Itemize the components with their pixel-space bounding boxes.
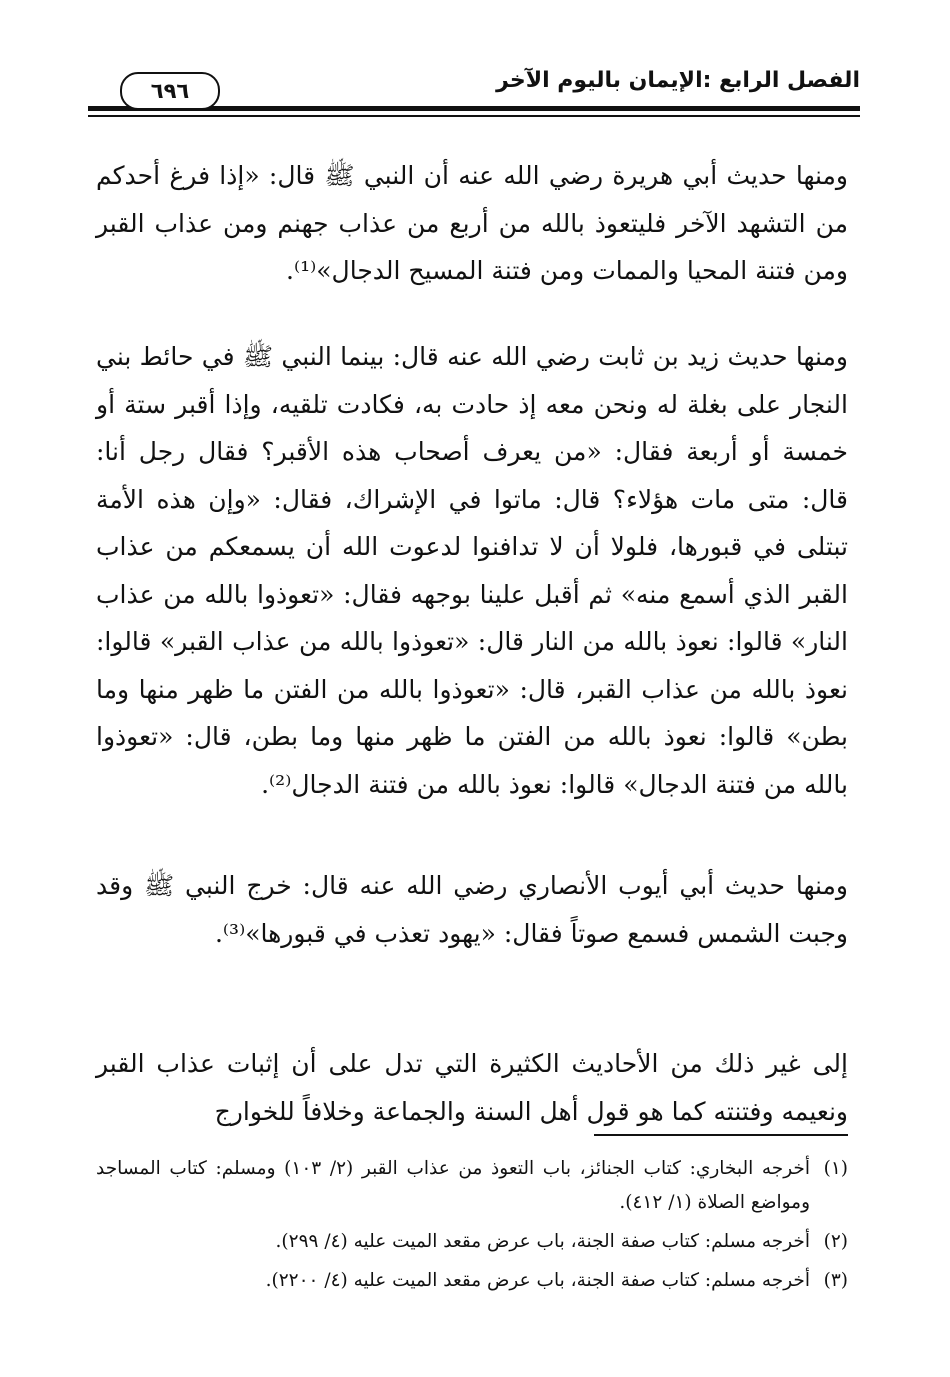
footnote-number: (١) bbox=[823, 1158, 848, 1179]
page-number: ٦٩٦ bbox=[120, 72, 220, 110]
chapter-title: الفصل الرابع :الإيمان باليوم الآخر bbox=[496, 68, 860, 93]
running-header bbox=[88, 66, 860, 118]
footnotes bbox=[96, 1152, 848, 1303]
header-rule-thin bbox=[88, 115, 860, 117]
footnote-number: (٢) bbox=[823, 1231, 848, 1252]
paragraph-zaid-ibn-thabit-hadith: ومنها حديث زيد بن ثابت رضي الله عنه قال: بينما النبي ﷺ في حائط بني النجار على بغلة له ونحن معه إذ حادت به، فكادت تلقيه، وإذا أقبر ستة أو خمسة أو أربعة فقال: «من يعرف أصحاب هذه الأقبر؟ فقال رجل أنا: قال: متى مات هؤلاء؟ قال: ماتوا في الإشراك، فقال: «وإن هذه الأمة تبتلى في قبورها، فلولا أن لا تدافنوا لدعوت الله أن يسمعكم من عذاب القبر الذي أسمع منه» ثم أقبل علينا بوجهه فقال: «تعوذوا بالله من عذاب النار» قالوا: نعوذ بالله من النار قال: «تعوذوا بالله من عذاب القبر» قالوا: نعوذ بالله من عذاب القبر، قال: «تعوذوا بالله من الفتن ما ظهر منها وما بطن» قالوا: نعوذ بالله من الفتن ما ظهر منها وما بطن، قال: «تعوذوا بالله من فتنة الدجال» قالوا: نعوذ بالله من فتنة الدجال⁽²⁾. bbox=[96, 342, 848, 799]
paragraph-abu-hurairah-hadith: ومنها حديث أبي هريرة رضي الله عنه أن النبي ﷺ قال: «إذا فرغ أحدكم من التشهد الآخر فليتعوذ بالله من أربع من عذاب جهنم ومن عذاب القبر ومن فتنة المحيا والممات ومن فتنة المسيح الدجال»⁽¹⁾. bbox=[96, 161, 848, 285]
paragraph-conclusion: إلى غير ذلك من الأحاديث الكثيرة التي تدل على أن إثبات عذاب القبر ونعيمه وفتنته كما هو قول أهل السنة والجماعة وخلافاً للخوارج bbox=[96, 1049, 848, 1126]
footnote-2 bbox=[96, 1225, 848, 1259]
footnote-1 bbox=[96, 1152, 848, 1220]
footnote-text: أخرجه مسلم: كتاب صفة الجنة، باب عرض مقعد الميت عليه (٤/ ٢٩٩). bbox=[275, 1231, 810, 1252]
paragraph-abu-ayyub-hadith: ومنها حديث أبي أيوب الأنصاري رضي الله عنه قال: خرج النبي ﷺ وقد وجبت الشمس فسمع صوتاً فقال: «يهود تعذب في قبورها»⁽³⁾. bbox=[96, 871, 848, 948]
footnote-separator bbox=[594, 1134, 848, 1136]
footnote-text: أخرجه البخاري: كتاب الجنائز، باب التعوذ من عذاب القبر (٢/ ١٠٣) ومسلم: كتاب المساجد ومواضع الصلاة (١/ ٤١٢). bbox=[96, 1158, 811, 1213]
footnote-number: (٣) bbox=[823, 1270, 848, 1291]
footnote-3 bbox=[96, 1264, 848, 1298]
footnote-text: أخرجه مسلم: كتاب صفة الجنة، باب عرض مقعد الميت عليه (٤/ ٢٢٠٠). bbox=[265, 1270, 810, 1291]
